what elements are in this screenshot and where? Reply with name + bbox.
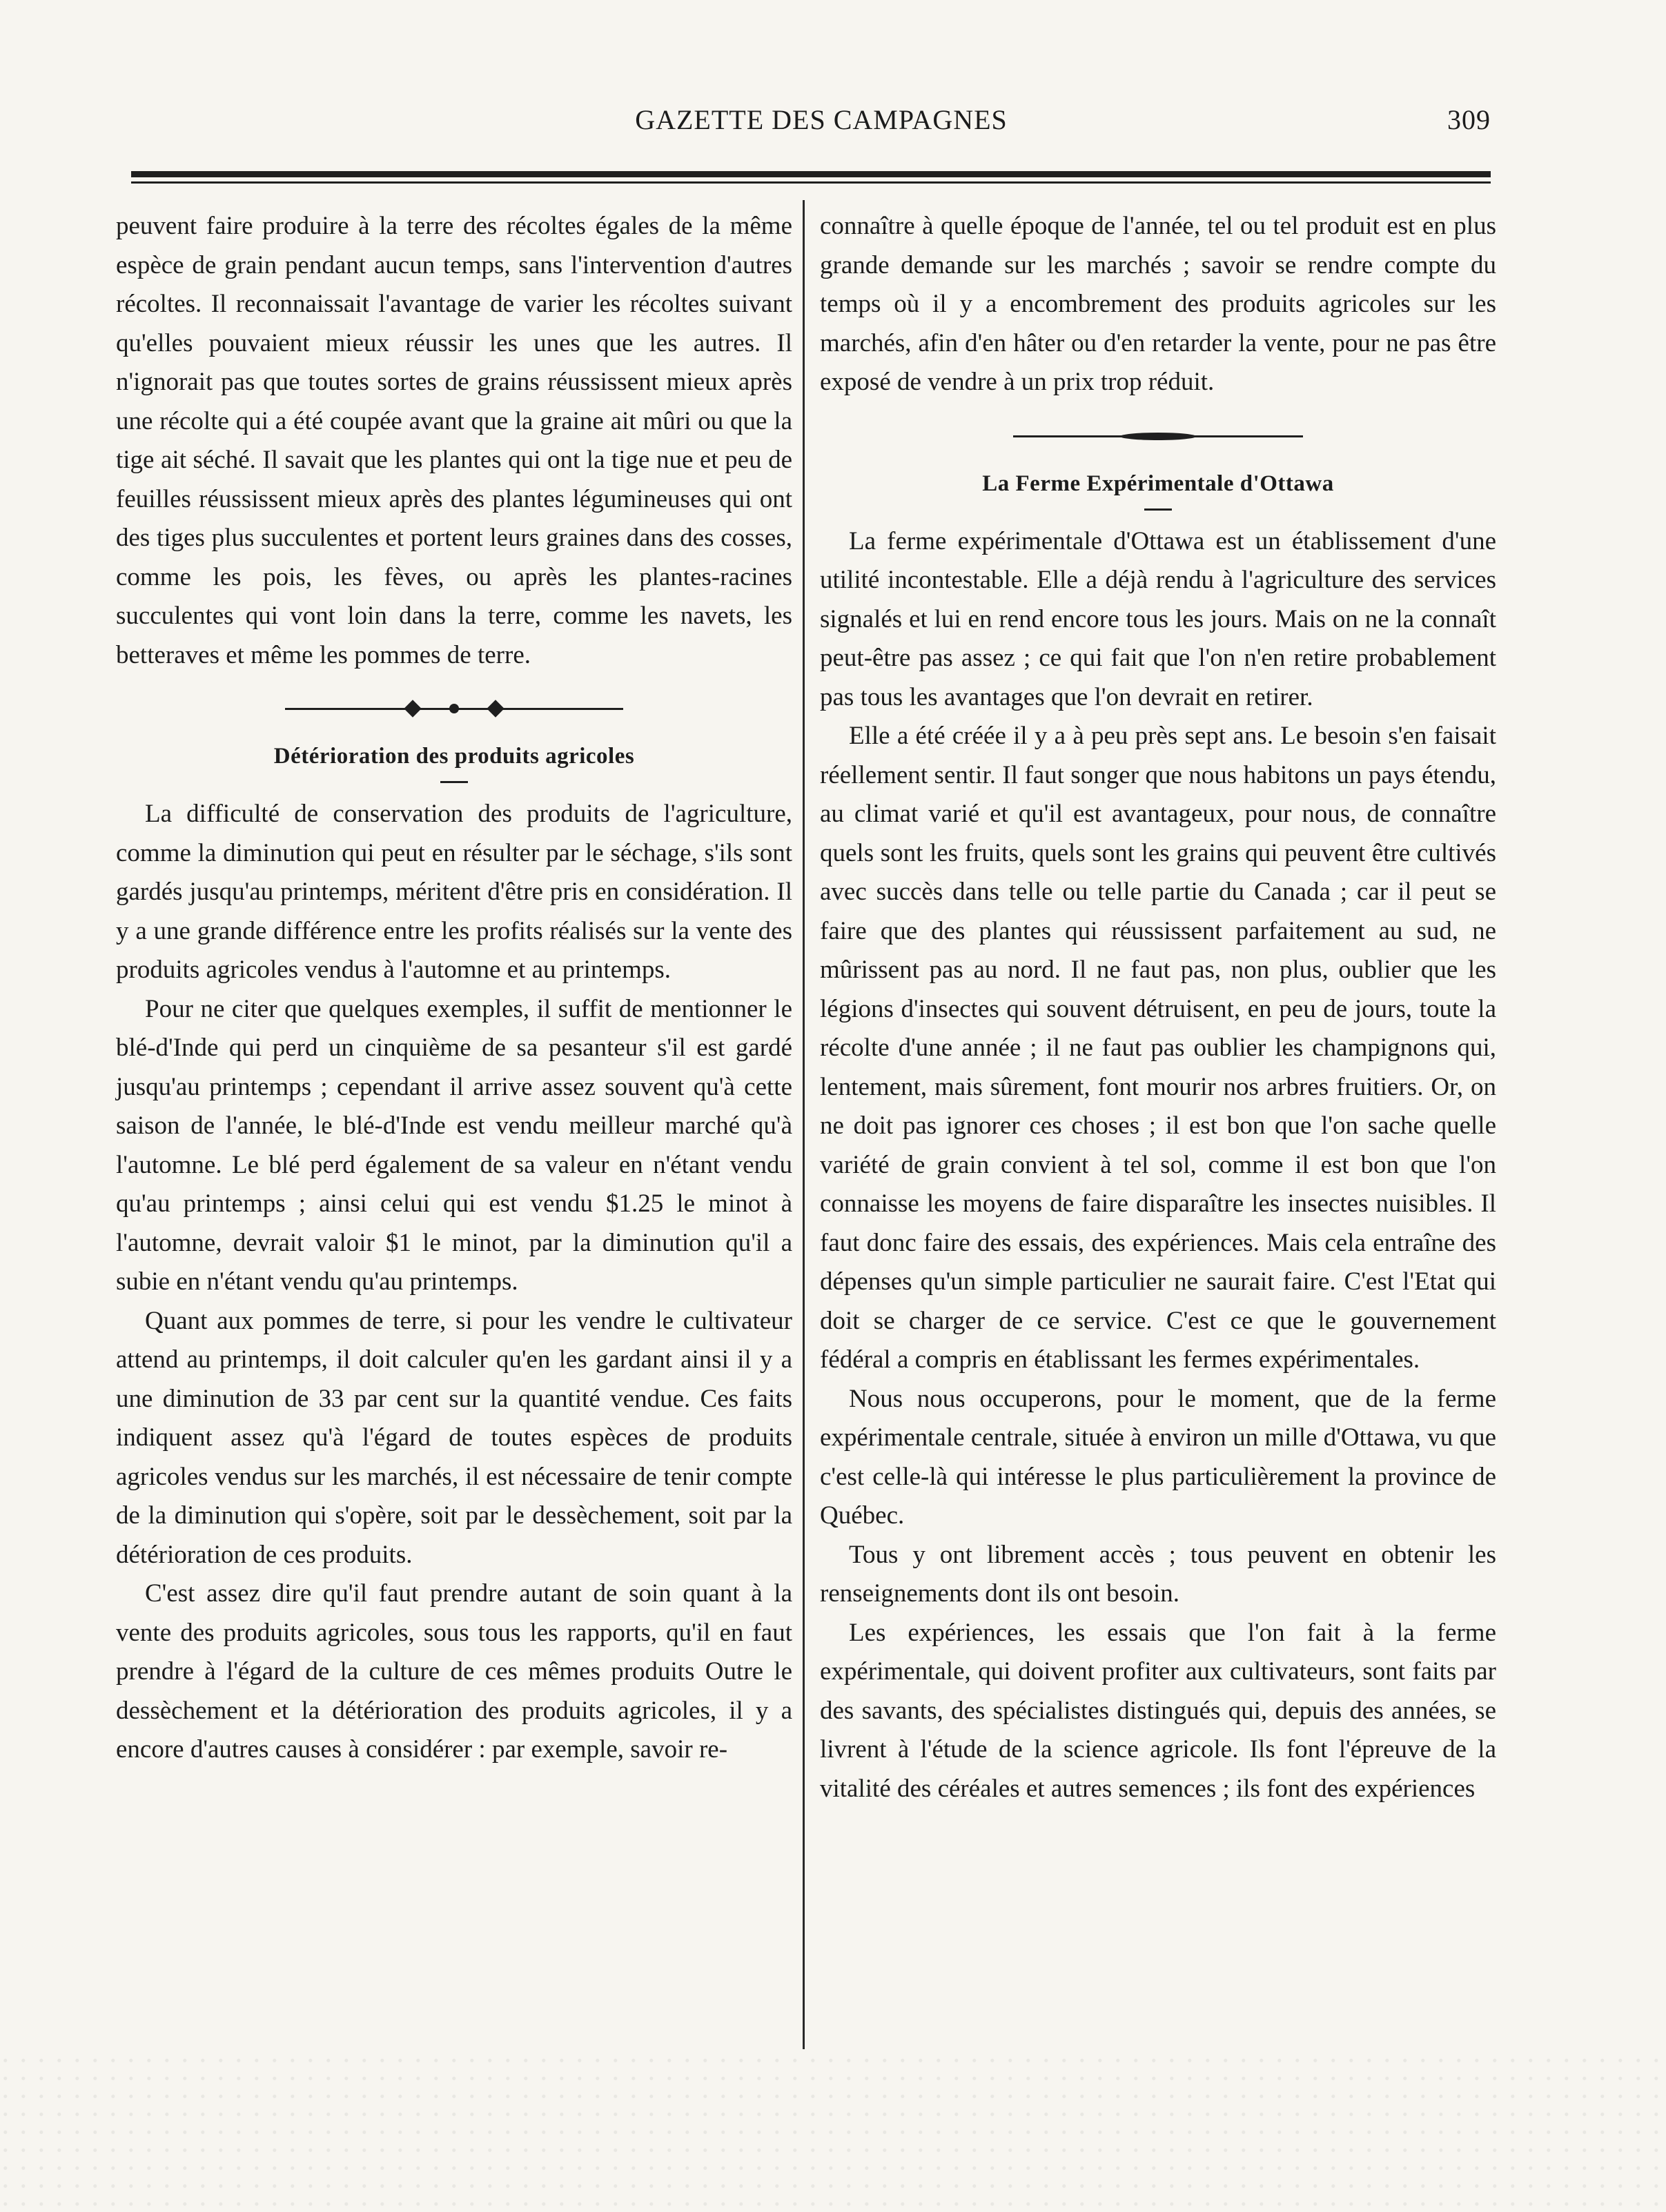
section-heading: Détérioration des produits agricoles xyxy=(273,744,635,769)
paragraph: Tous y ont librement accès ; tous peuvent en obtenir les renseignements dont ils ont besoin. xyxy=(820,1540,1496,1608)
section-ornament xyxy=(820,402,1496,464)
left-column xyxy=(116,207,792,1770)
paragraph: Elle a été créée il y a à peu près sept ans. Le besoin s'en faisait réellement sentir. Il faut songer que nous habitons un pays étendu, au climat varié et qu'il est avantageux, pour nous, de connaître quels sont les fruits, quels sont les grains qui peuvent être cultivés avec succès dans telle ou telle partie du Canada ; car il peut se faire que des plantes qui réussissent parfaitement au sud, ne mûrissent pas au nord. Il ne faut pas, non plus, oublier que les légions d'insectes qui souvent détruisent, en peu de jours, toute la récolte d'une année ; il ne faut pas oublier les champignons qui, lentement, mais sûrement, font mourir nos arbres fruitiers. Or, on ne doit pas ignorer ces choses ; il est bon que l'on sache quelle variété de grain convient à tel sol, comme il est bon que l'on connaisse les moyens de faire disparaître les insectes nuisibles. Il faut donc faire des essais, des expériences. Mais cela entraîne des dépenses qu'un simple particulier ne saurait faire. C'est l'Etat qui doit se charger de ce service. C'est ce que le gouvernement fédéral a compris en établissant les fermes expérimentales. xyxy=(820,722,1496,1374)
header-rule-thick xyxy=(131,171,1491,177)
paragraph: Quant aux pommes de terre, si pour les vendre le cultivateur attend au printemps, il doit calculer qu'en les gardant ainsi il y a une diminution de 33 par cent sur la quantité vendue. Ces faits indiquent assez qu'à l'égard de toutes espèces de produits agricoles vendus sur les marchés, il est nécessaire de tenir compte de la diminution qui s'opère, soit par le dessèchement, soit par la détérioration de ces produits. xyxy=(116,1306,792,1569)
page-number: 309 xyxy=(1447,104,1491,135)
paragraph: Nous nous occuperons, pour le moment, que de la ferme expérimentale centrale, située à environ un mille d'Ottawa, vu que c'est celle-là qui intéresse le plus particulièrement la province de Québec. xyxy=(820,1384,1496,1530)
running-header xyxy=(152,103,1491,145)
paragraph: C'est assez dire qu'il faut prendre autant de soin quant à la vente des produits agricoles, sous tous les rapports, qu'il en faut prendre à l'égard de la culture de ces mêmes produits Outre le dessèchement et la détérioration des produits agricoles, il y a encore d'autres causes à considérer : par exemple, savoir re- xyxy=(116,1579,792,1764)
paragraph: peuvent faire produire à la terre des récoltes égales de la même espèce de grain pendant aucun temps, sans l'intervention d'autres récoltes. Il reconnaissait l'avantage de varier les récoltes suivant qu'elles pouvaient mieux réussir les unes que les autres. Il n'ignorait pas que toutes sortes de grains réussissent mieux après une récolte qui a été coupée avant que la graine ait mûri ou que la tige ait séché. Il savait que les plantes qui ont la tige nue et peu de feuilles réussissent mieux après des plantes légumineuses qui ont des tiges plus succulentes et portent leurs graines dans des cosses, comme les pois, les fèves, ou après les plantes-racines succulentes qui vont loin dans la terre, comme les navets, les betteraves et même les pommes de terre. xyxy=(116,212,792,669)
paragraph: La ferme expérimentale d'Ottawa est un établissement d'une utilité incontestable. Elle a déjà rendu à l'agriculture des services signalés et lui en rend encore tous les jours. Mais on ne la connaît peut-être pas assez ; ce qui fait que l'on n'en retire probablement pas tous les avantages que l'on devrait en retirer. xyxy=(820,526,1496,711)
publication-title: GAZETTE DES CAMPAGNES xyxy=(635,104,1008,135)
section-ornament xyxy=(116,675,792,737)
heading-dash xyxy=(116,776,792,795)
paragraph: connaître à quelle époque de l'année, tel ou tel produit est en plus grande demande sur les marchés ; savoir se rendre compte du temps où il y a encombrement des produits agricoles sur les marchés, afin d'en hâter ou d'en retarder la vente, pour ne pas être exposé de vendre à un prix trop réduit. xyxy=(820,212,1496,396)
paragraph: Pour ne citer que quelques exemples, il suffit de mentionner le blé-d'Inde qui perd un cinquième de sa pesanteur s'il est gardé jusqu'au printemps ; cependant il arrive assez souvent qu'à cette saison de l'année, le blé-d'Inde est vendu meilleur marché qu'à l'automne. Le blé perd également de sa valeur en n'étant vendu qu'au printemps ; ainsi celui qui est vendu $1.25 le minot à l'automne, devrait valoir $1 le minot, par la diminution qu'il a subie en n'étant vendu qu'au printemps. xyxy=(116,994,792,1296)
section-heading: La Ferme Expérimentale d'Ottawa xyxy=(982,471,1334,496)
paragraph: La difficulté de conservation des produits de l'agriculture, comme la diminution qui peut en résulter par le séchage, s'ils sont gardés jusqu'au printemps, méritent d'être pris en considération. Il y a une grande différence entre les profits réalisés sur la vente des produits agricoles vendus à l'automne et au printemps. xyxy=(116,800,792,984)
heading-dash xyxy=(820,503,1496,522)
header-rule-thin xyxy=(131,181,1491,184)
paragraph: Les expériences, les essais que l'on fait à la ferme expérimentale, qui doivent profiter aux cultivateurs, sont faits par des savants, des spécialistes distingués qui, depuis des années, se livrent à l'étude de la science agricole. Ils font l'épreuve de la vitalité des céréales et autres semences ; ils font des expériences xyxy=(820,1618,1496,1803)
scan-speckle xyxy=(0,2053,1666,2212)
right-column xyxy=(820,207,1496,1808)
column-divider xyxy=(803,200,805,2049)
